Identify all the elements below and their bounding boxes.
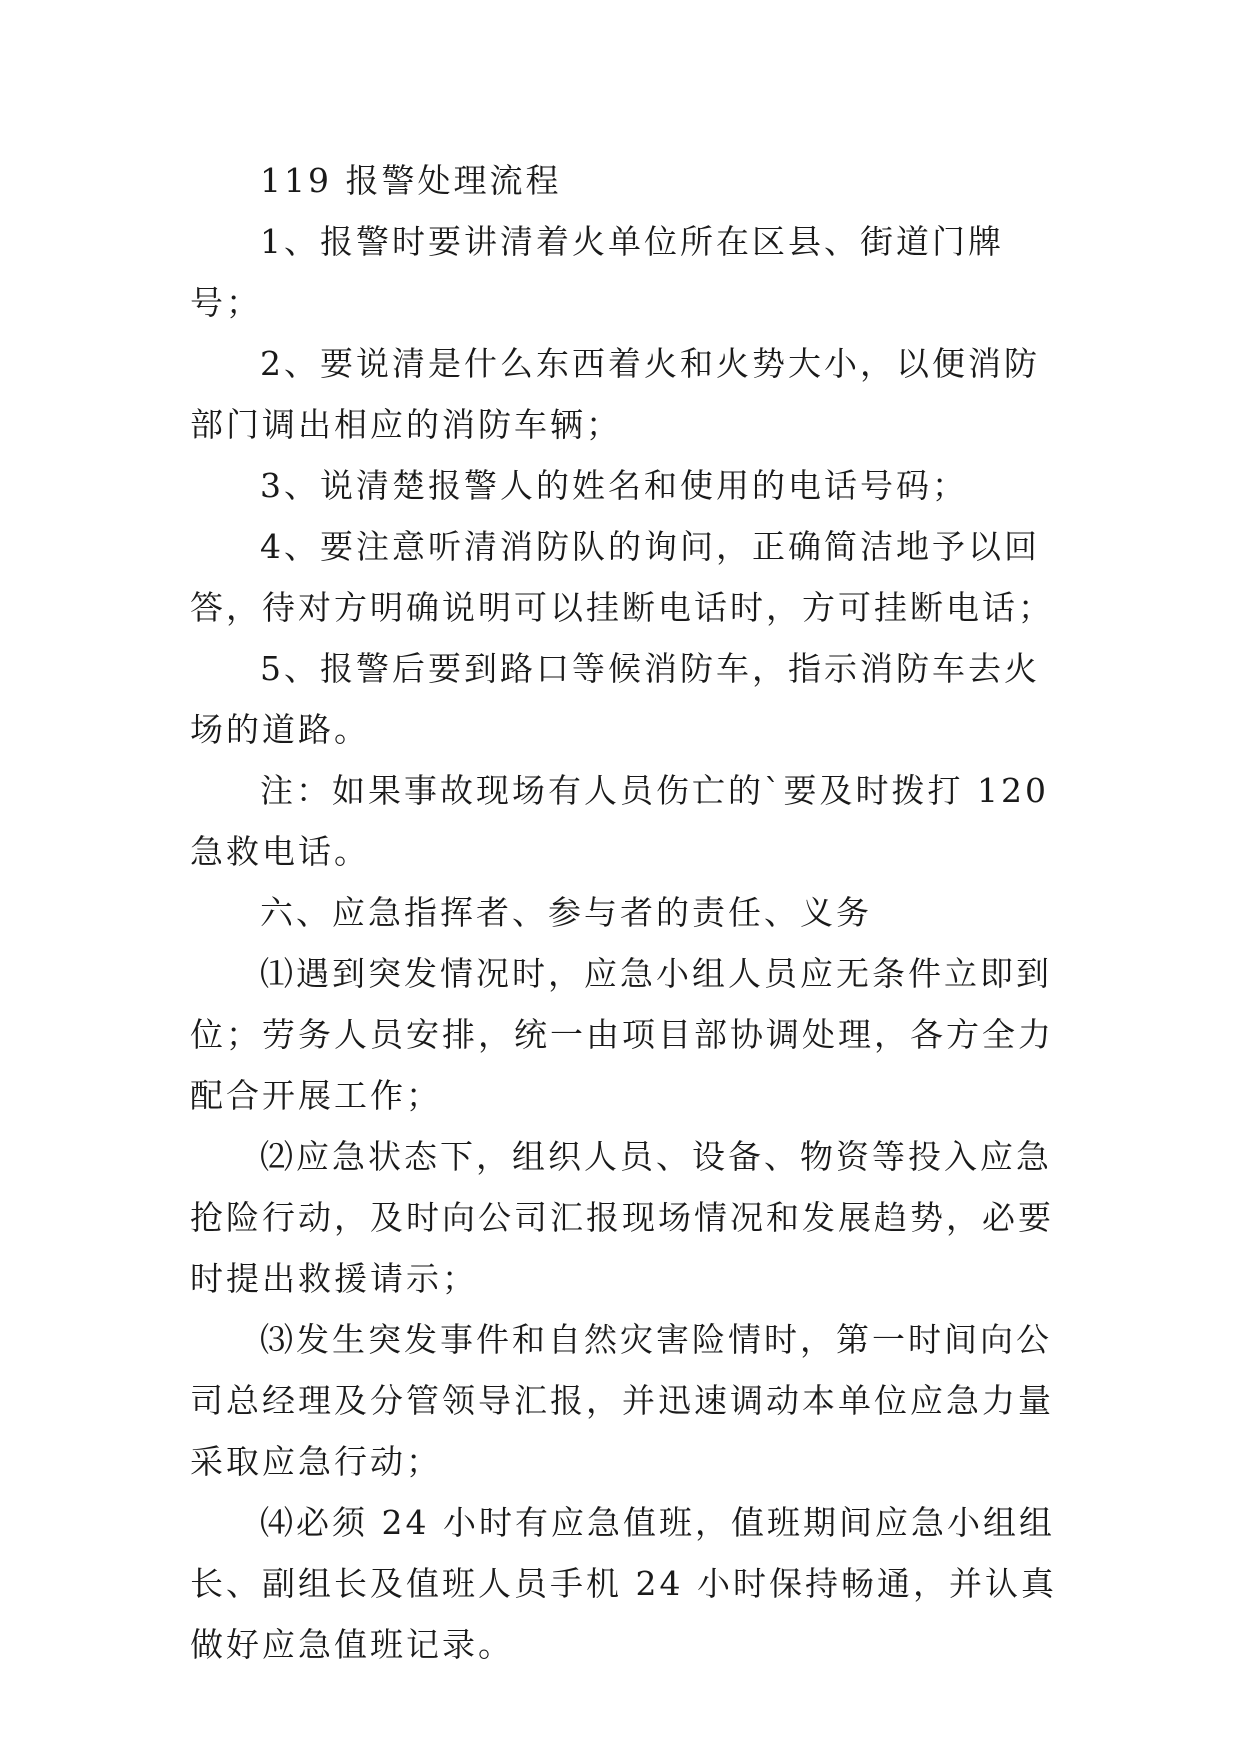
responsibility-item-1: ⑴遇到突发情况时，应急小组人员应无条件立即到位；劳务人员安排，统一由项目部协调处理，各方全力配合开展工作； (190, 954, 1054, 1115)
alarm-step-4: 4、要注意听清消防队的询问，正确简洁地予以回答，待对方明确说明可以挂断电话时，方可挂断电话； (190, 527, 1054, 627)
alarm-step-2: 2、要说清是什么东西着火和火势大小，以便消防部门调出相应的消防车辆； (190, 344, 1040, 444)
alarm-step-1: 1、报警时要讲清着火单位所在区县、街道门牌号； (190, 222, 1004, 322)
alarm-step-5: 5、报警后要到路口等候消防车，指示消防车去火场的道路。 (190, 649, 1040, 749)
document-body (190, 150, 1060, 1675)
alarm-step-3: 3、说清楚报警人的姓名和使用的电话号码； (260, 466, 968, 505)
section-title-responsibilities: 六、应急指挥者、参与者的责任、义务 (260, 893, 872, 932)
section-title-alarm-procedure: 119 报警处理流程 (260, 161, 562, 200)
alarm-note: 注：如果事故现场有人员伤亡的`要及时拨打 120 急救电话。 (190, 771, 1049, 871)
responsibility-item-2: ⑵应急状态下，组织人员、设备、物资等投入应急抢险行动，及时向公司汇报现场情况和发展趋势，必要时提出救援请示； (190, 1137, 1054, 1298)
responsibility-item-3: ⑶发生突发事件和自然灾害险情时，第一时间向公司总经理及分管领导汇报，并迅速调动本单位应急力量采取应急行动； (190, 1320, 1054, 1481)
responsibility-item-4: ⑷必须 24 小时有应急值班，值班期间应急小组组长、副组长及值班人员手机 24 小时保持畅通，并认真做好应急值班记录。 (190, 1503, 1057, 1664)
